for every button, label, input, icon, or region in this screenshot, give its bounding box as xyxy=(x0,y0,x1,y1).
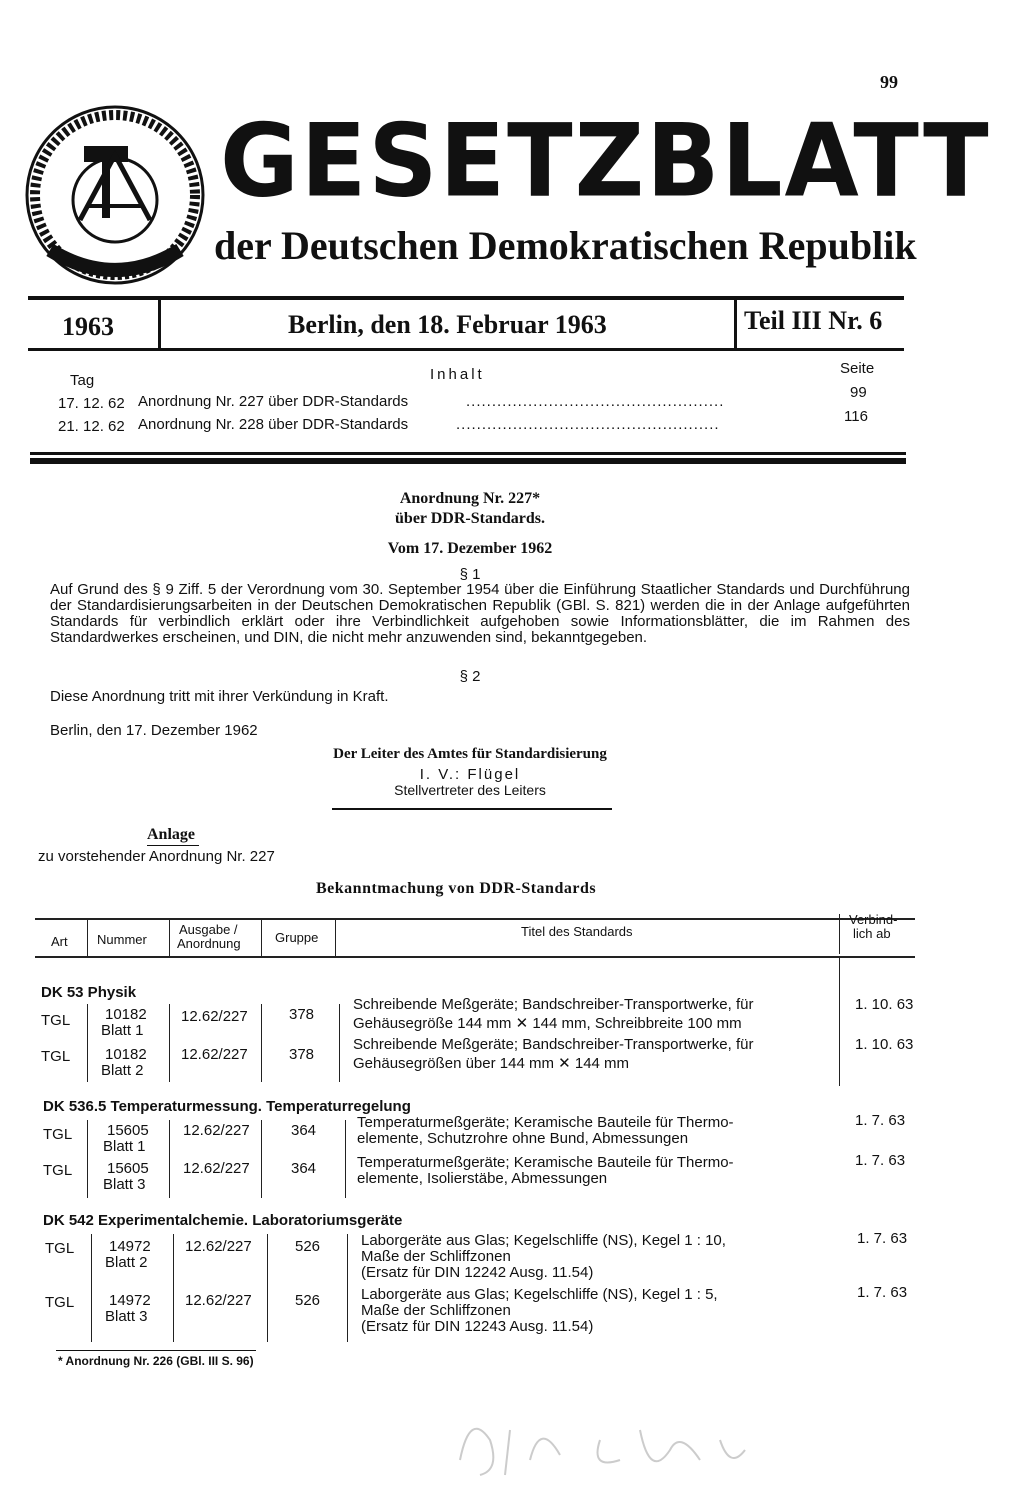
group-title: DK 536.5 Temperaturmessung. Temperaturregelung xyxy=(43,1098,411,1115)
col-header-titel: Titel des Standards xyxy=(521,924,633,939)
column-divider xyxy=(173,1234,174,1342)
row-titel: elemente, Isolierstäbe, Abmessungen xyxy=(357,1170,608,1187)
row-verbindlich: 1. 7. 63 xyxy=(855,1152,906,1169)
column-divider xyxy=(267,1234,268,1342)
issue-year: 1963 xyxy=(62,312,114,341)
row-titel: Temperaturmeßgeräte; Keramische Bauteile für Thermo- xyxy=(357,1154,734,1171)
column-divider xyxy=(261,920,262,956)
toc-header-page: Seite xyxy=(840,360,875,377)
table-header-bottom-rule xyxy=(35,956,915,958)
issue-bar-divider xyxy=(158,300,161,348)
section-2-heading: § 2 xyxy=(459,668,481,685)
row-titel: Maße der Schliffzonen xyxy=(361,1302,511,1319)
toc-row-page: 116 xyxy=(844,408,868,425)
toc-row-title: Anordnung Nr. 227 über DDR-Standards xyxy=(138,393,409,410)
signer-title: Der Leiter des Amtes für Standardisierung xyxy=(333,746,607,762)
row-gruppe: 364 xyxy=(291,1122,317,1139)
row-titel: Schreibende Meßgeräte; Bandschreiber-Transportwerke, für xyxy=(353,1036,754,1053)
annex-heading-underline xyxy=(147,845,199,846)
annex-table-title: Bekanntmachung von DDR-Standards xyxy=(316,880,597,897)
row-blatt: Blatt 1 xyxy=(103,1138,146,1155)
row-verbindlich: 1. 7. 63 xyxy=(857,1230,908,1247)
section-1-text: Auf Grund des § 9 Ziff. 5 der Verordnung vom 30. September 1954 über die Einführung Staatlicher Standards und Durchführung der Standardisierungsarbeiten in der Deutschen Demokratischen Republik (GBl. S. 821) werden die in der Anlage aufgeführten Standards für verbindlich erklärt oder ihre Verbindlichkeit aufgehoben sowie Informationsblätter, die im Rahmen des Standardwerkes erscheinen, und DIN, die nicht mehr anzuwenden sind, bekanntgegeben. xyxy=(50,581,910,646)
column-divider xyxy=(261,1004,262,1082)
table-header-top-rule xyxy=(35,918,915,920)
column-divider xyxy=(345,1120,346,1198)
ordinance-title-2: über DDR-Standards. xyxy=(395,510,545,527)
row-blatt: Blatt 1 xyxy=(101,1022,144,1039)
row-gruppe: 526 xyxy=(295,1292,321,1309)
row-verbindlich: 1. 10. 63 xyxy=(855,996,914,1013)
row-titel: (Ersatz für DIN 12243 Ausg. 11.54) xyxy=(361,1318,594,1335)
row-blatt: Blatt 3 xyxy=(103,1176,146,1193)
column-divider xyxy=(169,1120,170,1198)
column-divider xyxy=(87,1120,88,1198)
row-verbindlich: 1. 10. 63 xyxy=(855,1036,914,1053)
row-verbindlich: 1. 7. 63 xyxy=(857,1284,908,1301)
state-emblem-icon xyxy=(20,100,210,290)
footnote-rule xyxy=(56,1350,256,1351)
column-divider xyxy=(87,920,88,956)
row-ausgabe: 12.62/227 xyxy=(181,1008,248,1025)
row-titel: (Ersatz für DIN 12242 Ausg. 11.54) xyxy=(361,1264,594,1281)
col-header-lich-ab: lich ab xyxy=(853,926,891,941)
toc-header-content: Inhalt xyxy=(430,366,485,383)
row-nummer: 10182 xyxy=(105,1006,147,1023)
column-divider xyxy=(87,1004,88,1082)
row-blatt: Blatt 2 xyxy=(105,1254,148,1271)
signer-role: Stellvertreter des Leiters xyxy=(394,782,546,798)
group-title: DK 53 Physik xyxy=(41,984,137,1001)
row-titel: Gehäusegröße 144 mm ✕ 144 mm, Schreibbreite 100 mm xyxy=(353,1015,742,1032)
toc-header-day: Tag xyxy=(70,372,95,389)
row-gruppe: 526 xyxy=(295,1238,321,1255)
row-ausgabe: 12.62/227 xyxy=(183,1122,250,1139)
row-titel: elemente, Schutzrohre ohne Bund, Abmessungen xyxy=(357,1130,689,1147)
column-divider xyxy=(839,914,840,954)
row-ausgabe: 12.62/227 xyxy=(181,1046,248,1063)
row-ausgabe: 12.62/227 xyxy=(183,1160,250,1177)
toc-bottom-rule xyxy=(30,458,906,464)
row-ausgabe: 12.62/227 xyxy=(185,1292,252,1309)
col-header-verbindlich: Verbind- xyxy=(849,912,898,927)
ordinance-title: Anordnung Nr. 227* xyxy=(399,490,541,507)
column-divider xyxy=(169,920,170,956)
col-header-anordnung: Anordnung xyxy=(177,936,241,951)
section-1-heading: § 1 xyxy=(459,566,481,583)
row-gruppe: 364 xyxy=(291,1160,317,1177)
row-blatt: Blatt 2 xyxy=(101,1062,144,1079)
row-gruppe: 378 xyxy=(289,1046,315,1063)
masthead-title: GESETZBLATT xyxy=(220,102,991,220)
row-art: TGL xyxy=(45,1240,75,1257)
row-nummer: 15605 xyxy=(107,1160,149,1177)
row-nummer: 14972 xyxy=(109,1292,151,1309)
handwritten-mark xyxy=(440,1400,760,1490)
column-divider xyxy=(91,1234,92,1342)
issue-bar-divider xyxy=(734,300,737,348)
footnote: * Anordnung Nr. 226 (GBl. III S. 96) xyxy=(58,1354,254,1368)
signature-rule xyxy=(332,808,612,810)
row-art: TGL xyxy=(45,1294,75,1311)
column-divider xyxy=(347,1234,348,1342)
signer-name: I. V.: Flügel xyxy=(419,766,521,783)
page-number: 99 xyxy=(880,72,898,92)
row-titel: Schreibende Meßgeräte; Bandschreiber-Transportwerke, für xyxy=(353,996,754,1013)
issue-place-date: Berlin, den 18. Februar 1963 xyxy=(288,310,607,339)
row-titel: Laborgeräte aus Glas; Kegelschliffe (NS), Kegel 1 : 5, xyxy=(361,1286,718,1303)
col-header-ausgabe: Ausgabe / xyxy=(179,922,238,937)
toc-row-title: Anordnung Nr. 228 über DDR-Standards xyxy=(138,416,409,433)
row-nummer: 15605 xyxy=(107,1122,149,1139)
masthead-subtitle: der Deutschen Demokratischen Republik xyxy=(214,223,917,268)
row-nummer: 14972 xyxy=(109,1238,151,1255)
annex-heading: Anlage xyxy=(147,826,195,843)
row-art: TGL xyxy=(41,1012,71,1029)
col-header-art: Art xyxy=(51,934,68,949)
col-header-gruppe: Gruppe xyxy=(275,930,319,945)
row-titel: Temperaturmeßgeräte; Keramische Bauteile für Thermo- xyxy=(357,1114,734,1131)
issue-bar-bottom-rule xyxy=(28,348,904,351)
col-header-nummer: Nummer xyxy=(97,932,147,947)
ordinance-date: Vom 17. Dezember 1962 xyxy=(387,540,553,557)
column-divider xyxy=(339,1004,340,1082)
section-2-text: Diese Anordnung tritt mit ihrer Verkündung in Kraft. xyxy=(50,688,389,705)
toc-row-day: 17. 12. 62 xyxy=(58,395,125,412)
row-ausgabe: 12.62/227 xyxy=(185,1238,252,1255)
toc-row-page: 99 xyxy=(850,384,867,401)
row-art: TGL xyxy=(43,1126,73,1143)
column-divider xyxy=(839,956,840,1086)
column-divider xyxy=(261,1120,262,1198)
row-nummer: 10182 xyxy=(105,1046,147,1063)
ordinance-place-date: Berlin, den 17. Dezember 1962 xyxy=(50,722,258,739)
row-gruppe: 378 xyxy=(289,1006,315,1023)
toc-bottom-rule xyxy=(30,452,906,455)
toc-leader-dots: ................................................... xyxy=(456,416,720,433)
row-blatt: Blatt 3 xyxy=(105,1308,148,1325)
group-title: DK 542 Experimentalchemie. Laboratoriumsgeräte xyxy=(43,1212,403,1229)
row-art: TGL xyxy=(43,1162,73,1179)
row-titel: Laborgeräte aus Glas; Kegelschliffe (NS), Kegel 1 : 10, xyxy=(361,1232,726,1249)
row-titel: Maße der Schliffzonen xyxy=(361,1248,511,1265)
issue-number: Teil III Nr. 6 xyxy=(744,306,883,335)
row-titel: Gehäusegrößen über 144 mm ✕ 144 mm xyxy=(353,1055,630,1072)
annex-subheading: zu vorstehender Anordnung Nr. 227 xyxy=(38,848,275,865)
row-art: TGL xyxy=(41,1048,71,1065)
toc-row-day: 21. 12. 62 xyxy=(58,418,125,435)
toc-leader-dots: .................................................. xyxy=(466,393,725,410)
column-divider xyxy=(169,1004,170,1082)
column-divider xyxy=(335,920,336,956)
row-verbindlich: 1. 7. 63 xyxy=(855,1112,906,1129)
